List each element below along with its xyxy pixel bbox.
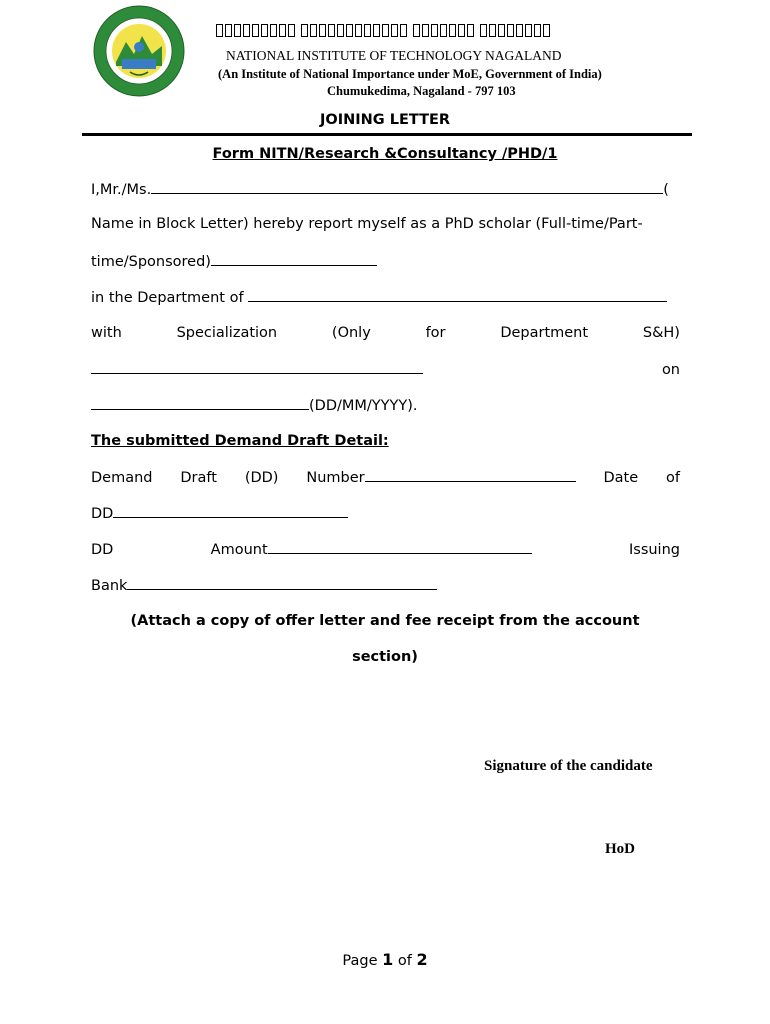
- bank-blank[interactable]: [127, 577, 437, 590]
- name-blank[interactable]: [151, 181, 663, 194]
- dd-of-label: of: [666, 470, 680, 486]
- institute-subtitle: (An Institute of National Importance under MoE, Government of India): [218, 67, 602, 81]
- spec-word-6: S&H): [642, 325, 680, 341]
- bank-label: Bank: [91, 578, 128, 594]
- page-label: Page: [342, 953, 378, 969]
- hod-signature-label: HoD: [605, 841, 635, 857]
- specialization-line: [91, 325, 680, 341]
- dd-number-label: Number: [306, 470, 365, 486]
- sponsored-line: [91, 253, 680, 270]
- dd-date-line: [91, 505, 680, 522]
- specialization-blank-line: [91, 361, 680, 378]
- spec-word-1: with: [91, 325, 122, 341]
- name-paren-open: (: [663, 182, 669, 198]
- hindi-institute-title: [216, 24, 550, 42]
- attach-note-line-2: section): [352, 649, 418, 665]
- document-title: JOINING LETTER: [319, 112, 451, 128]
- form-number: Form NITN/Research &Consultancy /PHD/1: [212, 146, 558, 162]
- dd-amount-blank[interactable]: [268, 541, 532, 554]
- dd-label: DD: [91, 506, 114, 522]
- salutation-label: I,Mr./Ms.: [91, 182, 152, 198]
- dd-amount-prefix: DD: [91, 542, 114, 558]
- issuing-label: Issuing: [628, 542, 680, 558]
- specialization-blank[interactable]: [91, 361, 423, 374]
- dd-amount-line: [91, 541, 680, 558]
- candidate-signature-label: Signature of the candidate: [484, 758, 653, 774]
- dd-word-1: Demand: [91, 470, 153, 486]
- department-label: in the Department of: [91, 290, 244, 306]
- page-of: of: [397, 953, 412, 969]
- institute-logo: [92, 4, 186, 98]
- bank-line: [91, 577, 680, 594]
- page-total: 2: [416, 950, 428, 969]
- header-divider: [82, 133, 692, 136]
- page-indicator: [0, 950, 770, 969]
- institute-name: NATIONAL INSTITUTE OF TECHNOLOGY NAGALAND: [226, 48, 562, 63]
- dd-number-blank[interactable]: [365, 469, 576, 482]
- dd-amount-label: Amount: [210, 542, 268, 558]
- dd-date-label: Date: [603, 470, 639, 486]
- institute-address: Chumukedima, Nagaland - 797 103: [327, 84, 516, 98]
- dd-number-line: [91, 469, 680, 486]
- spec-word-4: for: [425, 325, 446, 341]
- dd-section-heading: The submitted Demand Draft Detail:: [91, 433, 389, 449]
- scholar-type-blank[interactable]: [211, 253, 377, 266]
- dd-word-3: (DD): [244, 470, 279, 486]
- spec-word-2: Specialization: [176, 325, 278, 341]
- spec-word-3: (Only: [331, 325, 371, 341]
- department-blank[interactable]: [248, 289, 667, 302]
- on-label: on: [661, 362, 680, 378]
- name-line: [91, 181, 680, 198]
- scholar-type-text: Name in Block Letter) hereby report myself as a PhD scholar (Full-time/Part-: [91, 216, 643, 232]
- department-line: [91, 289, 680, 306]
- spec-word-5: Department: [500, 325, 589, 341]
- date-format-label: (DD/MM/YYYY).: [309, 398, 418, 414]
- page-current: 1: [382, 950, 394, 969]
- sponsored-label: time/Sponsored): [91, 254, 211, 270]
- attach-note-line-1: (Attach a copy of offer letter and fee receipt from the account: [130, 613, 640, 629]
- joining-date-blank[interactable]: [91, 397, 309, 410]
- date-line: [91, 397, 680, 414]
- dd-date-blank[interactable]: [113, 505, 348, 518]
- dd-word-2: Draft: [180, 470, 217, 486]
